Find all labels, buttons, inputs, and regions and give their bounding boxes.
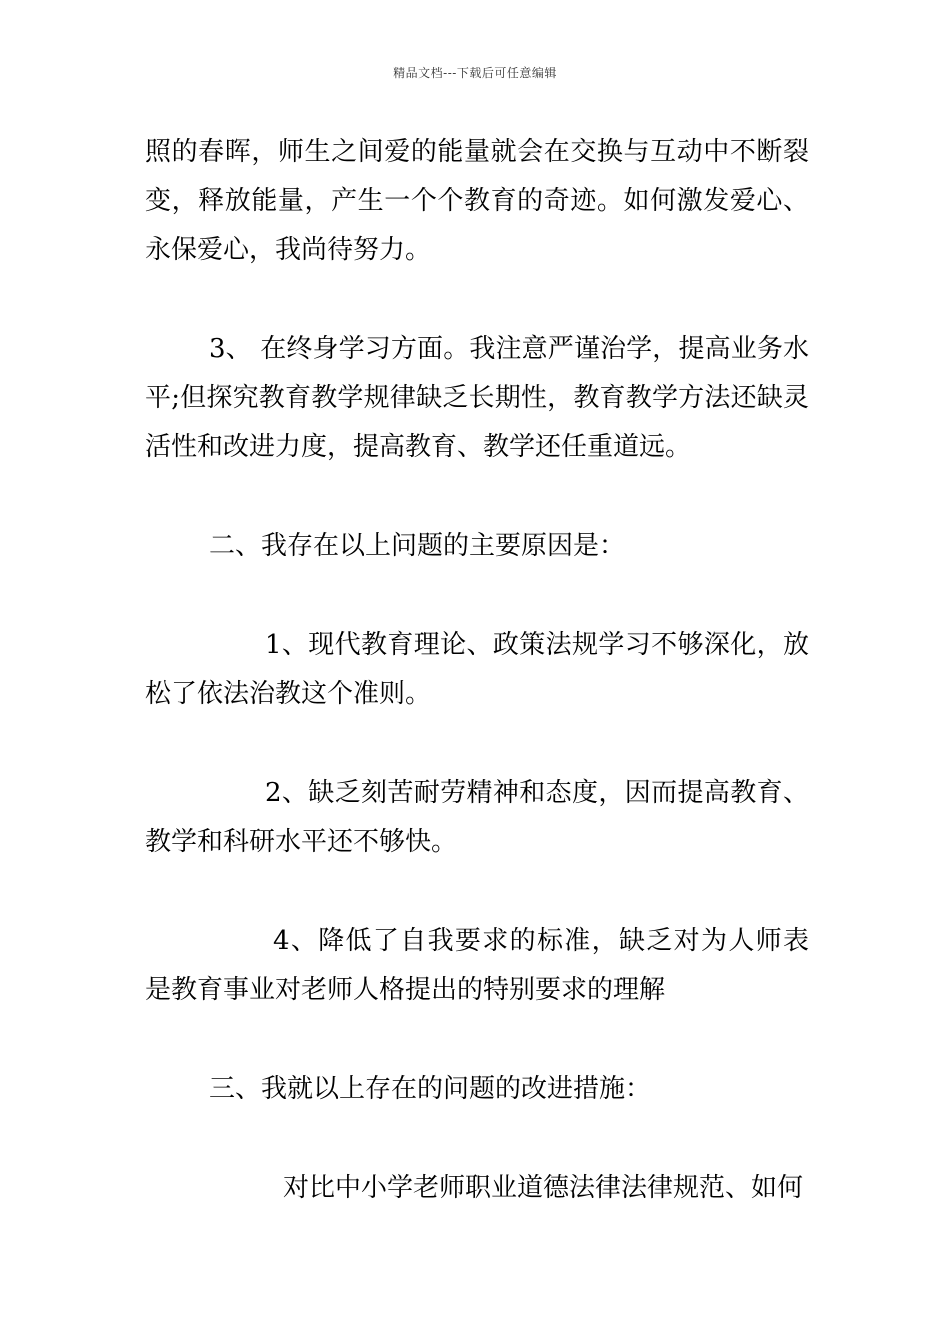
page-header: 精品文档---下载后可任意编辑 [393, 66, 557, 80]
paragraph-measures-start: 对比中小学老师职业道德法律法律规范、如何 [283, 1173, 804, 1203]
document-body [145, 128, 809, 1213]
paragraph-love-energy: 照的春晖，师生之间爱的能量就会在交换与互动中不断裂变，释放能量，产生一个个教育的奇迹。如何激发爱心、永保爱心，我尚待努力。 [145, 137, 809, 265]
paragraph-cause-1: 1、现代教育理论、政策法规学习不够深化，放松了依法治教这个准则。 [145, 630, 809, 709]
paragraph-lifelong-learning: 3、 在终身学习方面。我注意严谨治学，提高业务水平;但探究教育教学规律缺乏长期性，教育教学方法还缺灵活性和改进力度，提高教育、教学还任重道远。 [145, 334, 809, 462]
paragraph-cause-2: 2、缺乏刻苦耐劳精神和态度，因而提高教育、教学和科研水平还不够快。 [145, 778, 809, 857]
paragraph-cause-4: 4、降低了自我要求的标准，缺乏对为人师表是教育事业对老师人格提出的特别要求的理解 [145, 926, 809, 1005]
section-heading-causes: 二、我存在以上问题的主要原因是： [209, 531, 626, 561]
section-heading-measures: 三、我就以上存在的问题的改进措施： [209, 1074, 652, 1104]
